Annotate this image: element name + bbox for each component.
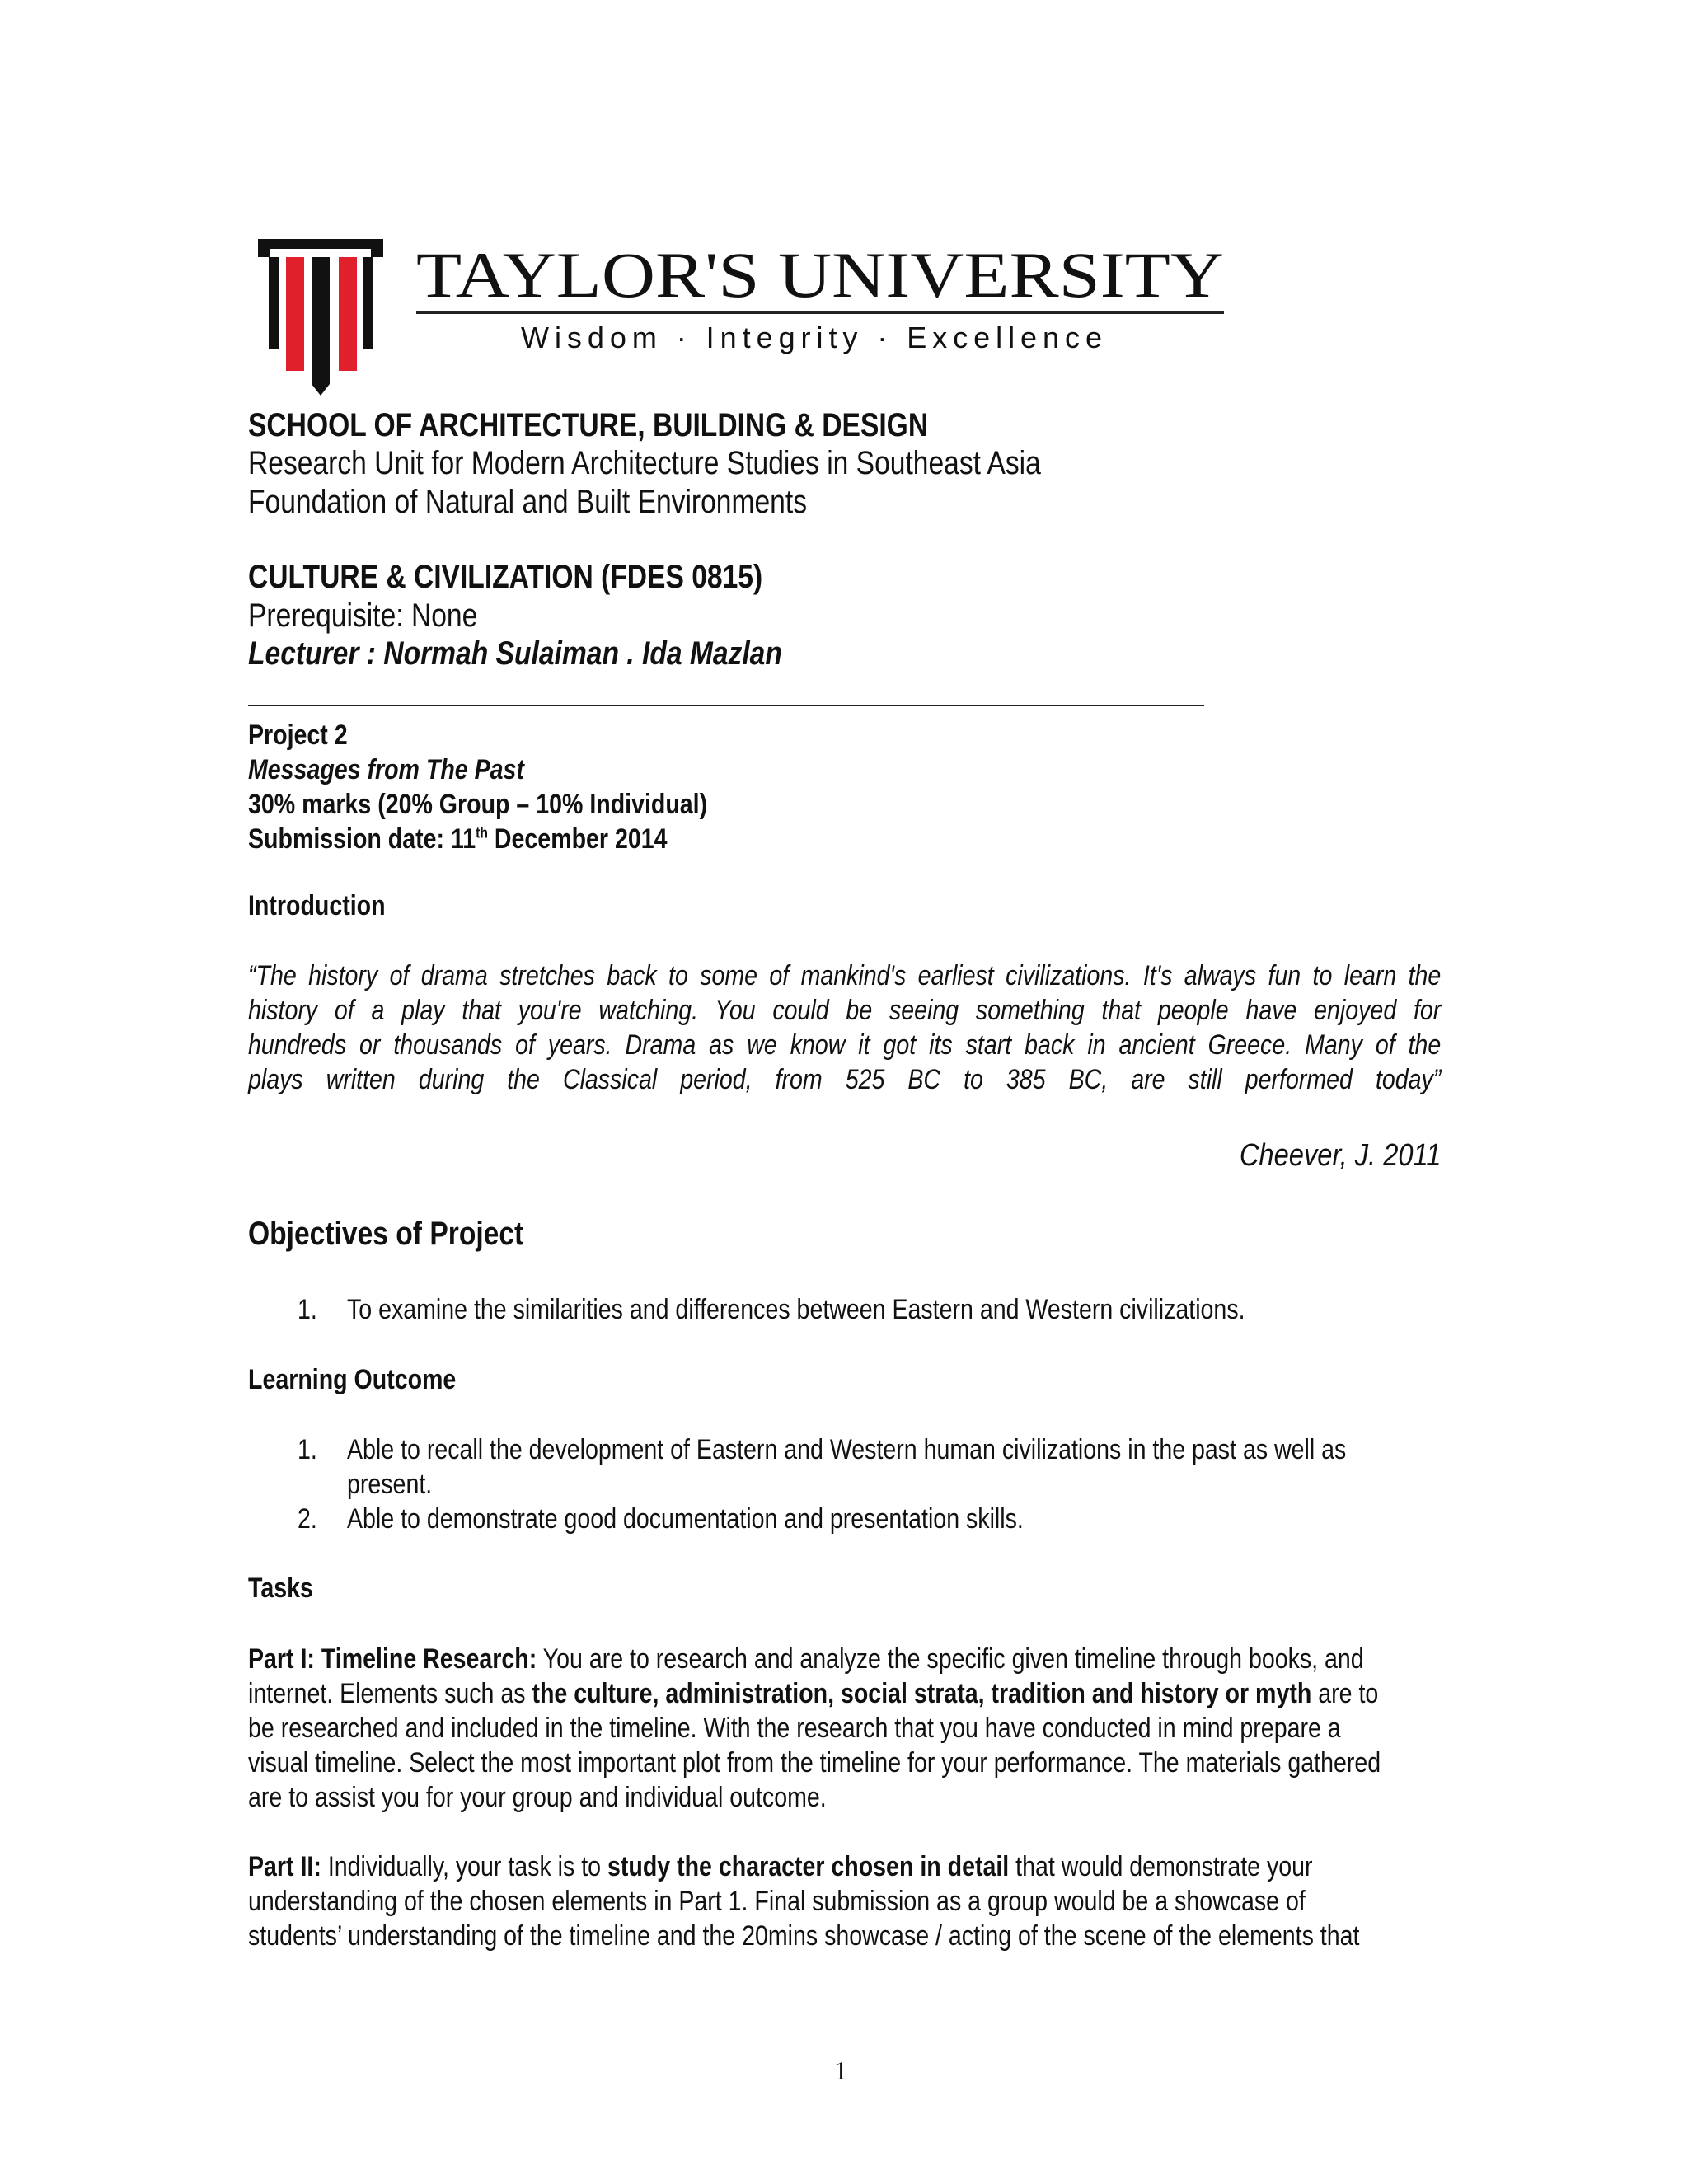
outcome-text: Able to recall the development of Eastern and Western human civilizations in the past as well as [347, 1434, 1347, 1465]
objectives-heading: Objectives of Project [248, 1216, 524, 1252]
lecturer: Lecturer : Normah Sulaiman . Ida Mazlan [248, 635, 782, 672]
part1-line: are to assist you for your group and individual outcome. [248, 1782, 827, 1813]
project-title: Messages from The Past [248, 754, 524, 785]
submission-date-suffix: December 2014 [487, 823, 668, 855]
outcome-number: 2. [298, 1503, 317, 1535]
introduction-quote [248, 958, 1441, 1097]
introduction-heading: Introduction [248, 890, 386, 921]
part1-line: internet. Elements such as [248, 1678, 532, 1709]
part2-line: Individually, your task is to [321, 1851, 607, 1882]
objective-text: To examine the similarities and differences between Eastern and Western civilizations. [347, 1294, 1245, 1325]
part2-label: Part II: [248, 1851, 321, 1882]
research-unit: Research Unit for Modern Architecture Studies in Southeast Asia [248, 445, 1041, 481]
divider-line [248, 705, 1204, 706]
submission-date-sup: th [476, 823, 488, 841]
part1-line: visual timeline. Select the most important plot from the timeline for your performance. The materials gathered [248, 1747, 1381, 1779]
taylors-shield-icon [256, 232, 1228, 401]
part1-paragraph [248, 1642, 1381, 1815]
part1-line: be researched and included in the timeline. With the research that you have conducted in mind prepare a [248, 1713, 1341, 1744]
part1-line: You are to research and analyze the specific given timeline through books, and [537, 1643, 1364, 1675]
course-title: CULTURE & CIVILIZATION (FDES 0815) [248, 559, 763, 595]
quote-line: plays written during the Classical period, from 525 BC to 385 BC, are still performed today” [248, 1064, 1442, 1095]
part1-line: are to [1311, 1678, 1379, 1709]
logo-wordmark: TAYLOR'S UNIVERSITY [416, 239, 1224, 311]
logo-tagline: Wisdom · Integrity · Excellence [521, 321, 1102, 354]
submission-date [248, 823, 668, 855]
outcome-text: Able to demonstrate good documentation and presentation skills. [347, 1503, 1024, 1535]
part2-bold-phrase: study the character chosen in detail [607, 1851, 1010, 1882]
school-name: SCHOOL OF ARCHITECTURE, BUILDING & DESIGN [248, 407, 929, 443]
foundation-name: Foundation of Natural and Built Environments [248, 484, 807, 520]
quote-line: hundreds or thousands of years. Drama as we know it got its start back in ancient Greece. Many of the [248, 1029, 1442, 1061]
quote-citation: Cheever, J. 2011 [1239, 1138, 1441, 1173]
part2-line: that would demonstrate your [1009, 1851, 1313, 1882]
project-marks: 30% marks (20% Group – 10% Individual) [248, 789, 708, 820]
part1-bold-elements: the culture, administration, social strata, tradition and history or myth [532, 1678, 1312, 1709]
page-number: 1 [834, 2055, 847, 2085]
learning-outcome-heading: Learning Outcome [248, 1364, 457, 1395]
tasks-heading: Tasks [248, 1572, 313, 1604]
project-number: Project 2 [248, 719, 348, 751]
objective-number: 1. [298, 1294, 317, 1325]
part1-label: Part I: Timeline Research: [248, 1643, 537, 1675]
prerequisite: Prerequisite: None [248, 598, 478, 634]
part2-paragraph [248, 1849, 1359, 1953]
quote-line: “The history of drama stretches back to some of mankind's earliest civilizations. It's always fun to learn the [248, 960, 1442, 991]
part2-line: students’ understanding of the timeline and the 20mins showcase / acting of the scene of the elements that [248, 1920, 1360, 1952]
outcome-number: 1. [298, 1434, 317, 1465]
part2-line: understanding of the chosen elements in Part 1. Final submission as a group would be a showcase of [248, 1886, 1306, 1917]
outcome-text-continued: present. [347, 1469, 433, 1500]
university-logo [256, 232, 1228, 401]
submission-date-prefix: Submission date: 11 [248, 823, 476, 855]
quote-line: history of a play that you're watching. You could be seeing something that people have enjoyed for [248, 995, 1442, 1026]
